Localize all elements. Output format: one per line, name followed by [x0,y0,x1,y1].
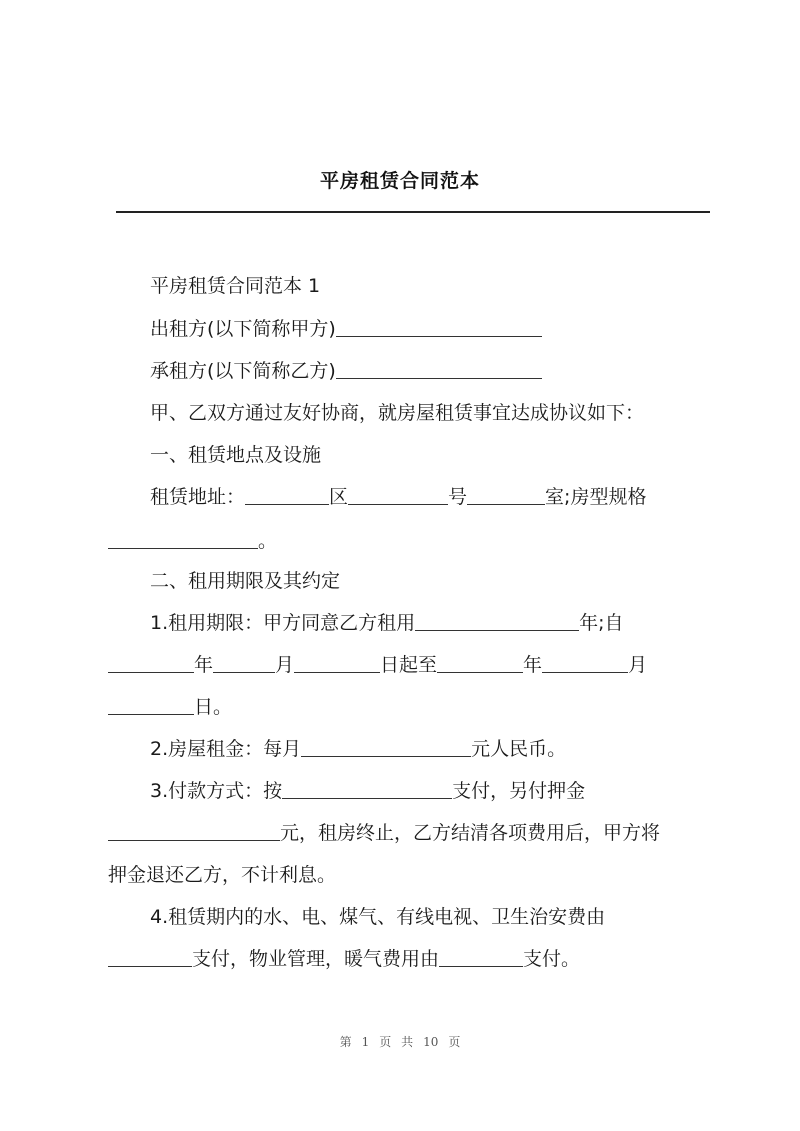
start-month-blank [213,652,275,673]
document-title: 平房租赁合同范本 [319,170,480,192]
rent-line [150,734,750,764]
term-label: 1.租用期限：甲方同意乙方租用 [150,612,416,634]
lessee-line [150,356,750,386]
page-footer [0,1033,800,1050]
section2-heading: 二、租用期限及其约定 [150,570,341,592]
number-label: 号 [448,486,468,508]
end-day-blank [108,694,194,715]
payment-blank [282,778,452,799]
rent-label: 2.房屋租金：每月 [150,738,302,760]
room-type-end: 。 [258,530,278,552]
end-month-label: 月 [628,654,648,676]
payment-label: 3.付款方式：按 [150,780,283,802]
start-year-label: 年 [194,654,214,676]
lessee-label: 承租方(以下简称乙方) [150,360,336,382]
title-divider [116,211,710,213]
utilities-end: 支付。 [523,948,581,970]
address-label: 租赁地址： [150,486,246,508]
page-number: 1 [361,1035,370,1049]
page-total: 10 [423,1035,439,1049]
rent-blank [301,736,471,757]
number-blank [348,484,448,505]
start-day-label: 日起至 [380,654,438,676]
room-type-line [108,526,708,556]
end-year-blank [437,652,523,673]
address-line [150,482,750,512]
heating-payer-blank [439,946,523,967]
end-year-label: 年 [523,654,543,676]
start-month-label: 月 [275,654,295,676]
term-end-line [108,692,708,722]
page-total-prefix: 页 共 [379,1035,414,1049]
page-prefix: 第 [339,1035,352,1049]
term-years-blank [415,610,579,631]
room-label: 室;房型规格 [545,486,647,508]
term-year-from: 年;自 [579,612,624,634]
start-day-blank [294,652,380,673]
payment-text: 支付，另付押金 [452,780,586,802]
district-blank [245,484,329,505]
start-year-blank [108,652,194,673]
rent-unit: 元人民币。 [471,738,567,760]
utilities-text: 4.租赁期内的水、电、煤气、有线电视、卫生治安费由 [150,906,606,928]
intro-text: 甲、乙双方通过友好协商，就房屋租赁事宜达成协议如下： [150,402,645,424]
deposit-text: 元，租房终止，乙方结清各项费用后，甲方将 [280,822,661,844]
deposit-return-text: 押金退还乙方，不计利息。 [108,864,337,886]
room-type-blank [108,528,258,549]
lessor-label: 出租方(以下简称甲方) [150,318,336,340]
document-subtitle: 平房租赁合同范本 1 [150,275,321,297]
room-blank [467,484,545,505]
end-day-label: 日。 [194,696,233,718]
section1-heading: 一、租赁地点及设施 [150,444,322,466]
utilities-pay-line [108,944,708,974]
district-label: 区 [329,486,349,508]
utilities-pay-text: 支付，物业管理，暖气费用由 [192,948,440,970]
lessor-line [150,314,750,344]
utilities-payer-blank [108,946,192,967]
term-line [150,608,750,638]
page-suffix: 页 [448,1035,461,1049]
deposit-blank [108,820,280,841]
payment-line [150,776,750,806]
lessor-blank [336,316,542,337]
lessee-blank [336,358,542,379]
deposit-line [108,818,708,848]
term-dates-line [108,650,708,680]
end-month-blank [542,652,628,673]
